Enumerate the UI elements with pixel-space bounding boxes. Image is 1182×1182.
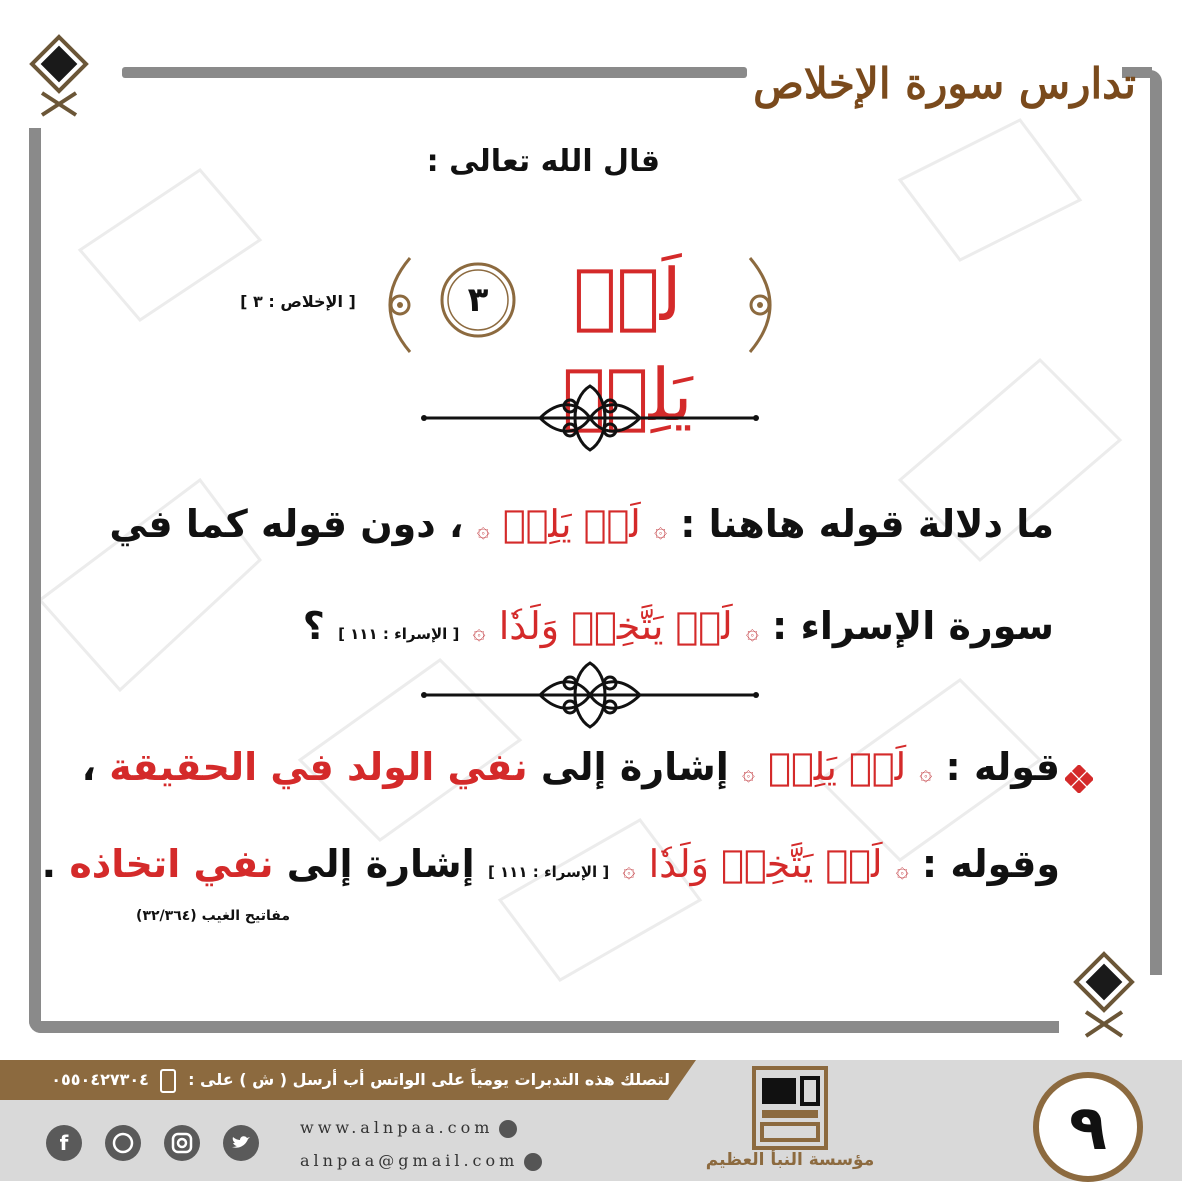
at-icon (524, 1153, 542, 1171)
footer-contact (10, 1066, 670, 1094)
svg-text:f: f (59, 1131, 69, 1155)
answer-line-2-highlight: نفي اتخاذه (69, 842, 274, 886)
answer-line-1-quote: لَمۡ يَلِدۡ (768, 745, 907, 789)
logo-mark-icon (28, 33, 90, 117)
verse-text: لَمۡ يَلِدۡ (562, 253, 693, 437)
answer-line-1 (81, 745, 1060, 801)
ornament-bracket-icon: ۞ (919, 761, 933, 786)
brand-name: مؤسسة النبأ العظيم (705, 1150, 875, 1170)
question-line-1 (109, 502, 1054, 558)
answer-line-2 (41, 842, 1060, 898)
question-line-2-start: سورة الإسراء : (772, 604, 1054, 648)
ornamental-divider (420, 655, 760, 735)
ornament-bracket-icon: ۞ (895, 858, 909, 883)
phone-icon (160, 1069, 176, 1093)
ornament-bracket-icon: ۞ (745, 620, 759, 645)
answer-line-1-start: قوله : (945, 745, 1060, 789)
facebook-icon[interactable] (46, 1125, 82, 1161)
page-number: ٩ (1033, 1072, 1143, 1182)
verse-number: ٣ (467, 280, 489, 320)
diamond-bullet-icon (1065, 765, 1093, 793)
frame-bottom (29, 1021, 1059, 1033)
question-line-1-end: ، دون قوله كما في (109, 502, 464, 546)
source-citation: مفاتيح الغيب (٣٢/٣٦٤) (136, 908, 290, 924)
answer-line-2-reference: [ الإسراء : ١١١ ] (487, 863, 610, 881)
answer-line-2-start: وقوله : (921, 842, 1060, 886)
question-line-2-reference: [ الإسراء : ١١١ ] (338, 625, 460, 643)
footer-email[interactable] (300, 1151, 590, 1175)
website-link[interactable]: www.alnpaa.com (300, 1118, 494, 1137)
frame-right (1150, 70, 1162, 975)
ornament-bracket-icon: ۞ (654, 518, 667, 543)
question-line-2-end: ؟ (302, 604, 325, 648)
email-link[interactable]: alnpaa@gmail.com (300, 1151, 519, 1170)
frame-top-left (122, 67, 747, 78)
whatsapp-icon[interactable] (105, 1125, 141, 1161)
answer-line-1-end: ، (81, 745, 97, 789)
question-line-1-quote: لَمۡ يَلِدۡ (502, 502, 641, 546)
question-line-2-quote: لَمۡ يَتَّخِذۡ وَلَدٗا (498, 604, 733, 648)
answer-line-1-highlight: نفي الولد في الحقيقة (109, 745, 528, 789)
logo-mark-icon (1072, 950, 1136, 1038)
page-title: تدارس سورة الإخلاص (753, 58, 1136, 108)
frame-left (29, 128, 41, 1033)
answer-line-1-mid: إشارة إلى (540, 745, 729, 789)
footer-phone-number[interactable]: ٠٥٥٠٤٢٧٣٠٤ (51, 1070, 149, 1089)
ornament-bracket-icon: ۞ (472, 620, 486, 645)
footer-website[interactable] (300, 1118, 590, 1142)
answer-line-2-end: . (41, 842, 57, 886)
footer-contact-text: لتصلك هذه التدبرات يومياً على الواتس أب أرسل ( ش ) على : (188, 1070, 670, 1089)
question-line-2 (154, 604, 1054, 660)
instagram-icon[interactable] (164, 1125, 200, 1161)
verse-reference: [ الإخلاص : ٣ ] (240, 292, 356, 311)
answer-line-2-mid: إشارة إلى (286, 842, 475, 886)
brand-logo-icon (744, 1064, 836, 1152)
answer-line-2-quote: لَمۡ يَتَّخِذۡ وَلَدٗا (648, 842, 883, 886)
question-line-1-start: ما دلالة قوله هاهنا : (680, 502, 1054, 546)
globe-icon (499, 1120, 517, 1138)
ornament-bracket-icon: ۞ (476, 518, 490, 543)
ornamental-divider (420, 378, 760, 458)
ornament-bracket-icon: ۞ (742, 761, 755, 786)
ornament-bracket-icon: ۞ (622, 858, 636, 883)
twitter-icon[interactable] (223, 1125, 259, 1161)
intro-text: قال الله تعالى : (426, 144, 660, 179)
